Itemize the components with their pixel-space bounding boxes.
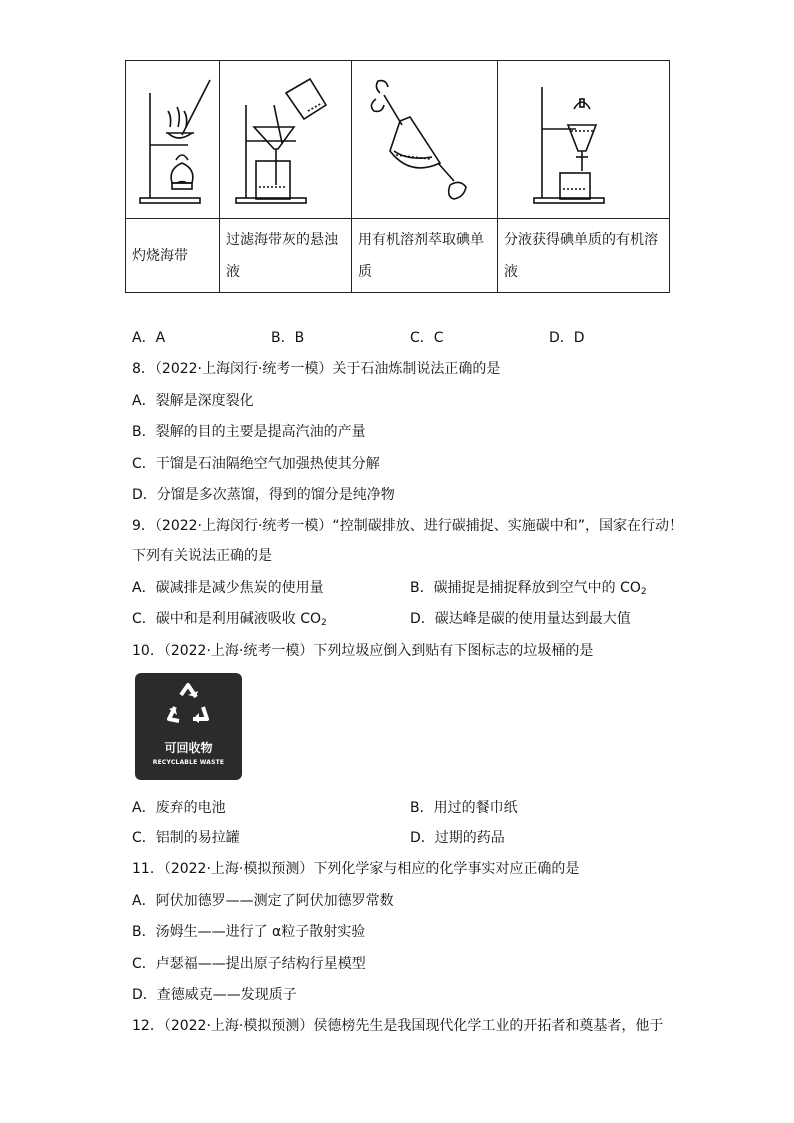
apparatus-cell-a bbox=[126, 61, 220, 219]
q8-option-c: C．干馏是石油隔绝空气加强热使其分解 bbox=[132, 456, 380, 472]
q9-option-a: A．碳减排是减少焦炭的使用量 bbox=[132, 580, 324, 596]
apparatus-caption-row bbox=[126, 219, 670, 293]
q9-stem-line1: 9．（2022·上海闵行·统考一模）“控制碳排放、进行碳捕捉、实施碳中和”，国家在行动！ bbox=[132, 518, 683, 534]
q9-option-c-text: C．碳中和是利用碱液吸收 CO bbox=[132, 611, 322, 627]
caption-c: 用有机溶剂萃取碘单质 bbox=[352, 219, 498, 293]
q7-option-a: A．A bbox=[132, 330, 166, 346]
q10-stem: 10．（2022·上海·统考一模）下列垃圾应倒入到贴有下图标志的垃圾桶的是 bbox=[132, 643, 594, 659]
recyclable-waste-sign bbox=[135, 673, 242, 780]
q9-option-b-text: B．碳捕捉是捕捉释放到空气中的 CO bbox=[410, 580, 641, 596]
apparatus-cell-b bbox=[220, 61, 352, 219]
q9-option-d: D．碳达峰是碳的使用量达到最大值 bbox=[410, 611, 631, 627]
q7-option-d: D．D bbox=[549, 330, 585, 346]
q10-option-d: D．过期的药品 bbox=[410, 830, 505, 846]
q11-option-d: D．查德威克——发现质子 bbox=[132, 987, 297, 1003]
q8-stem: 8．（2022·上海闵行·统考一模）关于石油炼制说法正确的是 bbox=[132, 361, 501, 377]
q9-option-b bbox=[410, 579, 647, 597]
q11-option-b: B．汤姆生——进行了 α粒子散射实验 bbox=[132, 924, 366, 940]
caption-d: 分液获得碘单质的有机溶液 bbox=[498, 219, 670, 293]
q11-option-c: C．卢瑟福——提出原子结构行星模型 bbox=[132, 956, 366, 972]
q9-option-b-subscript: 2 bbox=[640, 587, 647, 597]
apparatus-cell-c bbox=[352, 61, 498, 219]
separatory-funnel-apparatus-illustration bbox=[514, 65, 654, 215]
caption-b: 过滤海带灰的悬浊液 bbox=[220, 219, 352, 293]
extraction-funnel-illustration bbox=[360, 65, 490, 215]
apparatus-image-row bbox=[126, 61, 670, 219]
q9-option-c bbox=[132, 610, 327, 628]
apparatus-cell-d bbox=[498, 61, 670, 219]
q7-option-b: B．B bbox=[271, 330, 305, 346]
caption-a: 灼烧海带 bbox=[126, 219, 220, 293]
sign-label-en: RECYCLABLE WASTE bbox=[152, 759, 225, 766]
filtration-apparatus-illustration bbox=[226, 65, 346, 215]
q11-option-a: A．阿伏加德罗——测定了阿伏加德罗常数 bbox=[132, 893, 394, 909]
q9-option-c-subscript: 2 bbox=[321, 618, 327, 628]
burning-kelp-apparatus-illustration bbox=[128, 65, 218, 215]
q10-option-a: A．废弃的电池 bbox=[132, 800, 226, 816]
q8-option-d: D．分馏是多次蒸馏，得到的馏分是纯净物 bbox=[132, 487, 395, 503]
apparatus-table bbox=[125, 60, 670, 293]
sign-label-cn: 可回收物 bbox=[164, 741, 213, 755]
recycle-icon bbox=[135, 677, 242, 739]
q7-option-c: C．C bbox=[410, 330, 444, 346]
q11-stem: 11．（2022·上海·模拟预测）下列化学家与相应的化学事实对应正确的是 bbox=[132, 861, 580, 877]
q10-option-c: C．铝制的易拉罐 bbox=[132, 830, 240, 846]
q8-option-a: A．裂解是深度裂化 bbox=[132, 393, 254, 409]
q10-option-b: B．用过的餐巾纸 bbox=[410, 800, 518, 816]
q9-stem-line2: 下列有关说法正确的是 bbox=[132, 548, 272, 564]
q12-stem: 12．（2022·上海·模拟预测）侯德榜先生是我国现代化学工业的开拓者和奠基者，他于 bbox=[132, 1018, 664, 1034]
q8-option-b: B．裂解的目的主要是提高汽油的产量 bbox=[132, 424, 366, 440]
